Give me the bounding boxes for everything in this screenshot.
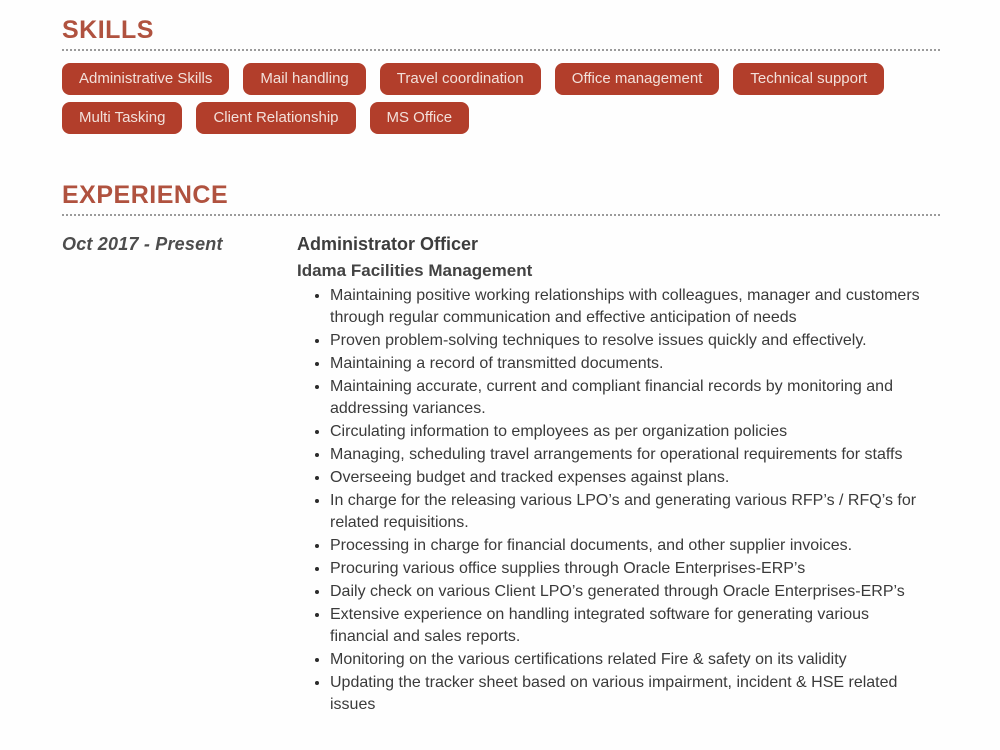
job-bullet-item: • Procuring various office supplies through Oracle Enterprises-ERP’s [330,557,930,580]
job-bullet-item: • Processing in charge for financial documents, and other supplier invoices. [330,534,930,557]
skill-tag: Administrative Skills [62,63,229,95]
experience-divider [62,214,940,216]
job-bullet-item: • Maintaining a record of transmitted documents. [330,352,930,375]
skill-tag: Multi Tasking [62,102,182,134]
experience-entry-body [297,231,930,716]
skill-tag: Travel coordination [380,63,541,95]
company-name: Idama Facilities Management [297,261,533,280]
job-title: Administrator Officer [297,234,479,254]
job-bullet-item: • Updating the tracker sheet based on various impairment, incident & HSE related issues [330,671,930,716]
job-bullet-item: • In charge for the releasing various LPO’s and generating various RFP’s / RFQ’s for related requisitions. [330,489,930,534]
experience-entry [62,231,940,716]
experience-date-range: Oct 2017 - Present [62,234,223,254]
job-bullet-item: • Managing, scheduling travel arrangements for operational requirements for staffs [330,443,930,466]
skill-tag: Technical support [733,63,884,95]
skill-tag: Mail handling [243,63,365,95]
skill-tag: Client Relationship [196,102,355,134]
skill-tag-list [62,63,940,134]
skills-section [62,16,940,134]
skill-tag: MS Office [370,102,470,134]
experience-heading: EXPERIENCE [62,181,229,209]
job-bullet-list [297,284,930,716]
job-bullet-item: • Monitoring on the various certifications related Fire & safety on its validity [330,648,930,671]
job-bullet-item: • Extensive experience on handling integrated software for generating various financial and sales reports. [330,603,930,648]
skills-divider [62,49,940,51]
job-bullet-item: • Overseeing budget and tracked expenses against plans. [330,466,930,489]
job-bullet-item: • Maintaining accurate, current and compliant financial records by monitoring and addressing variances. [330,375,930,420]
experience-section [62,181,940,716]
job-bullet-item: • Proven problem-solving techniques to resolve issues quickly and effectively. [330,329,930,352]
skill-tag: Office management [555,63,720,95]
job-bullet-item: • Circulating information to employees as per organization policies [330,420,930,443]
job-bullet-item: • Daily check on various Client LPO’s generated through Oracle Enterprises-ERP’s [330,580,930,603]
job-bullet-item: • Maintaining positive working relationships with colleagues, manager and customers through regular communication and effective anticipation of needs [330,284,930,329]
skills-heading: SKILLS [62,16,154,44]
